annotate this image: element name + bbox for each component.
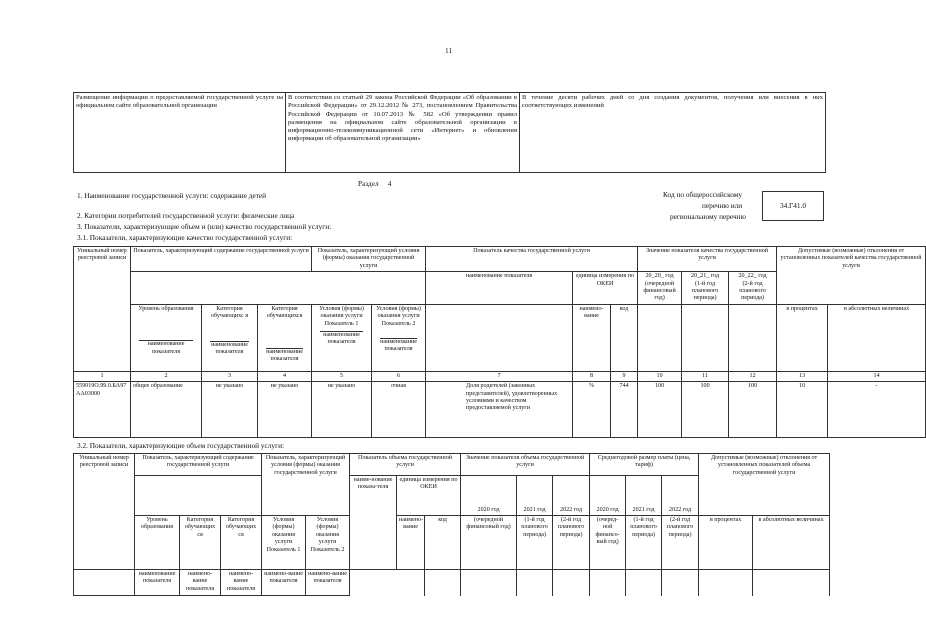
page-number: 11 [445,46,453,55]
q-sub-level-text: Уровень образования [138,305,194,312]
v-h-y1: 2020 год [461,476,517,516]
q-sub-cond1 [312,304,372,371]
v-f-y2: 2021 год [626,476,662,516]
v-h-y2: 2021 год [517,476,553,516]
v-y2-sub: (1-й год планового периода) [517,516,553,570]
v-h-conditions: Показатель, характеризующий условия (формы) оказания государственной услуги [262,454,350,516]
v-sub-name-4: наимено-вание показателя [262,570,306,596]
q-sub-cat2-text: Категория обучающихся [266,305,303,320]
q-row-code: 744 [611,382,638,438]
v-h-values: Значение показателя объема государственной услуги [461,454,590,476]
q-h-percent: в процентах [777,304,828,371]
v-h-unit-name: наимено-вание [397,516,425,570]
consumer-category: 2. Категории потребителей государственной услуги: физические лица [77,211,295,220]
q-year2-sub: (1-й год планового периода) [691,280,719,302]
q-num: 5 [312,371,372,381]
v-sub-cond2: Условия (формы) оказания услуги Показатель 2 [306,516,350,570]
info-col-placement: Размещение информации о предоставляемой государственной услуге на официальном сайте образовательной организации [74,93,286,173]
q-sub-cond2 [372,304,426,371]
q-sub-name-3: наименование показателя [266,348,303,363]
q-num: 12 [729,371,777,381]
q-num: 6 [372,371,426,381]
v-y3-sub: (2-й год планового периода) [553,516,590,570]
v-h-y3: 2022 год [553,476,590,516]
v-h-percent: в процентах [699,516,753,570]
section-heading [358,179,391,188]
q-num: 13 [777,371,828,381]
q-sub-level [131,304,202,371]
v-h-reg: Уникальный номер реестровой записи [74,454,135,570]
q-h-values: Значение показателя качества государственной услуги [638,247,777,272]
v-sub-cat2: Категория обучающих ся [221,516,262,570]
q-h-unit-name: наимено-вание [573,304,611,371]
q-num: 9 [611,371,638,381]
v-fy3-sub: (2-й год планового периода) [662,516,699,570]
q-row-y1: 100 [638,382,682,438]
q-sub-cat2 [258,304,312,371]
q-h-year3 [729,272,777,305]
q-row-cat2: не указано [258,382,312,438]
v-f-y1: 2020 год [590,476,626,516]
info-table [73,92,826,173]
v-h-fee: Среднегодовой размер платы (цена, тариф) [590,454,699,476]
v-y1-sub: (очередной финансовый год) [461,516,517,570]
v-h-name: наиме-нование показа-теля [350,476,397,570]
q-year2-label: 20_21_ год [691,273,720,280]
v-sub-level: Уровень образования [135,516,180,570]
q-h-year1 [638,272,682,305]
q-num: 3 [202,371,258,381]
q-sub-name-1: наименование показателя [147,341,185,355]
v-h-absolute: в абсолютных величинах [753,516,830,570]
q-row-level: общее образование [131,382,202,438]
q-h-reg: Уникальный номер реестровой записи [74,247,131,372]
v-sub-cat1: Категория обучающих ся [180,516,221,570]
v-sub-name-5: наимено-вание показателя [306,570,350,596]
quality-table [73,246,926,438]
v-h-unit: единица измерения по ОКЕИ [397,476,461,516]
q-h-unit: единица измерения по ОКЕИ [573,272,638,305]
q-num: 10 [638,371,682,381]
q-h-year2 [682,272,729,305]
q-num: 14 [828,371,926,381]
q-year1-label: 20_20_ год [645,273,674,280]
q-year3-label: 20_22_ год [738,273,767,280]
q-h-absolute: в абсолютных величинах [828,304,926,371]
v-f-y3: 2022 год [662,476,699,516]
q-row-cat1: не указано [202,382,258,438]
v-sub-cond1: Условия (формы) оказания услуги Показатель 1 [262,516,306,570]
code-value-box [762,191,824,221]
volume-heading: 3.2. Показатели, характеризующие объем государственной услуги: [77,441,285,450]
q-h-content: Показатель, характеризующий содержание государственной услуги [131,247,312,272]
volume-table [73,453,830,596]
q-num: 4 [258,371,312,381]
quality-heading: 3.1. Показатели, характеризующие качество государственной услуги: [77,233,293,242]
q-row-indicator: Доля родителей (законных представителей), удовлетворенных условиями и качеством предоставляемой услуги [426,382,573,438]
q-row-absolute: - [828,382,926,438]
v-h-content: Показатель, характеризующий содержание государственной услуги [135,454,262,476]
q-row-unit: % [573,382,611,438]
v-sub-name-3: наимено-вание показателя [221,570,262,596]
q-sub-cond2-text: Условия (формы) оказания услуги Показатель 2 [376,305,421,327]
q-row-cond2: очная [372,382,426,438]
q-num: 7 [426,371,573,381]
q-row-percent: 10 [777,382,828,438]
q-h-name: наименование показателя [426,272,573,305]
q-num: 11 [682,371,729,381]
q-num: 1 [74,371,131,381]
v-fy2-sub: (1-й год планового периода) [626,516,662,570]
q-row-reg: 559019О.99.0.БА97АА03000 [74,382,131,438]
q-sub-cat1 [202,304,258,371]
section-label: Раздел [358,179,379,188]
v-sub-name-1: наименование показателя [135,570,180,596]
q-sub-cond1-text: Условия (формы) оказания услуги Показатель 1 [319,305,364,327]
q-h-conditions: Показатель, характеризующий условия (формы) оказания государственной услуги [312,247,426,272]
code-value: 34.Г41.0 [779,201,807,210]
q-row-y2: 100 [682,382,729,438]
v-fy1-sub: (очеред-ной финансо-вый год) [590,516,626,570]
q-row-cond1: не указано [312,382,372,438]
indicators-heading: 3. Показатели, характеризующие объем и (или) качество государственной услуги: [77,222,332,231]
v-h-deviation: Допустимые (возможные) отклонения от установленных показателей объема государственной услуги [699,454,830,516]
q-h-deviation: Допустимые (возможные) отклонения от установленных показателей качества государственной услуги [777,247,926,305]
q-sub-cat1-text: Категория обучающихс я [210,305,249,320]
q-h-quality: Показатель качества государственной услуги [426,247,638,272]
q-year3-sub: (2-й год планового периода) [739,280,766,302]
q-row-y3: 100 [729,382,777,438]
code-label-2: перечню или [702,201,743,210]
code-label-1: Код по общероссийскому [663,190,743,199]
q-num: 8 [573,371,611,381]
code-label-3: региональному перечню [670,212,746,221]
q-sub-name-5: наименование показателя [380,339,417,353]
q-sub-name-2: наименование показателя [211,341,248,356]
q-h-code: код [611,304,638,371]
v-h-code: код [425,516,461,570]
q-sub-name-4: наименование показателя [323,332,360,346]
section-number: 4 [387,179,392,188]
v-h-volume: Показатель объема государственной услуги [350,454,461,476]
service-name: 1. Наименование государственной услуги: содержание детей [77,191,267,200]
info-col-frequency: В течение десяти рабочих дней со дня создания документов, получения или внесения в них соответствующих изменений [520,93,826,173]
v-sub-name-2: наимено-вание показателя [180,570,221,596]
q-num: 2 [131,371,202,381]
info-col-legal-basis: В соответствии со статьей 29 закона Российской Федерации «Об образовании в Российской Федерации» от 29.12.2012 № 273, постановлением Правительства Российской Федерации от 10.07.2013 № 582 «Об утверждении правил размещения на официальном сайте образовательной организации в информационно-телекоммуникационной сети «Интернет» и обновления информации об образовательной организации» [286,93,520,173]
q-year1-sub: (очередной финансовый год) [643,280,676,302]
